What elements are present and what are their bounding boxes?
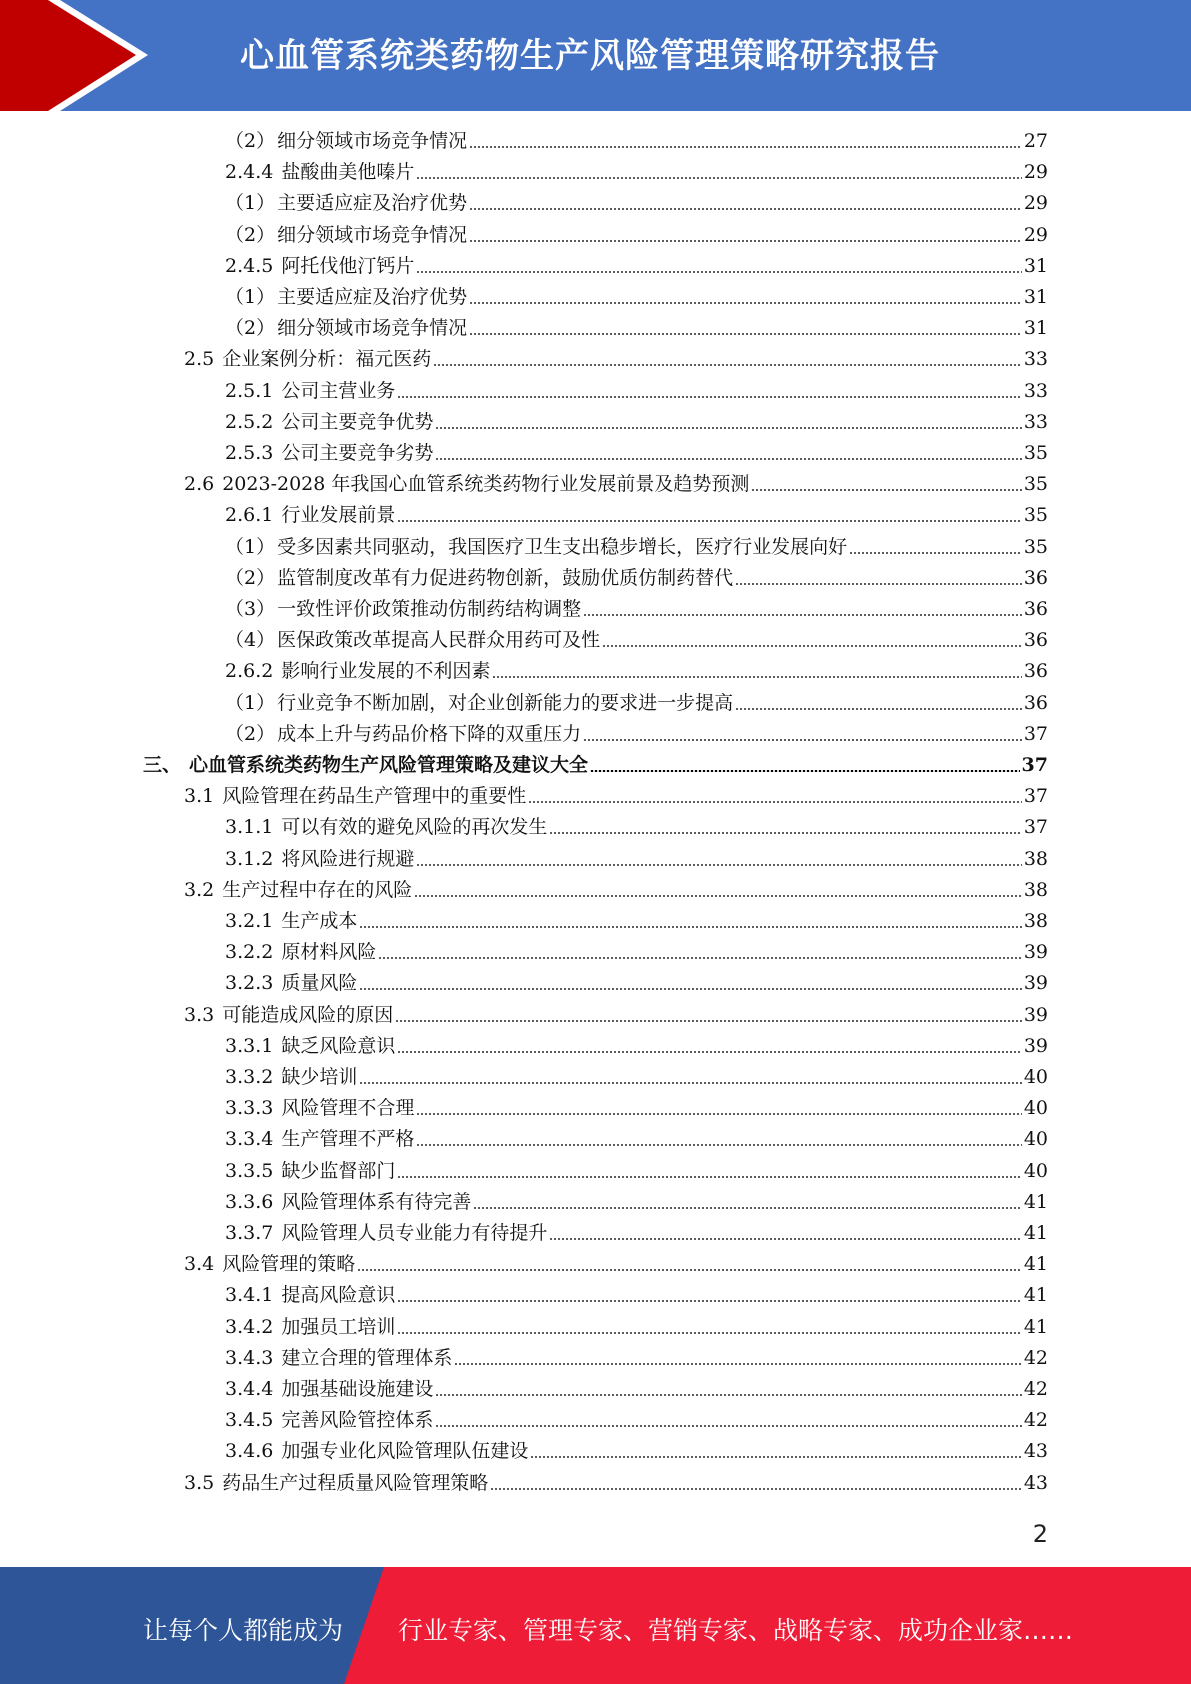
toc-entry-page: 43 (1023, 1471, 1048, 1494)
toc-entry[interactable] (225, 127, 1048, 155)
toc-entry-page: 37 (1023, 722, 1048, 745)
toc-entry[interactable] (225, 1125, 1048, 1153)
toc-dot-leader (416, 1113, 1021, 1115)
toc-dot-leader (469, 240, 1022, 242)
toc-entry-page: 33 (1023, 379, 1048, 402)
toc-entry-title: 阿托伐他汀钙片 (281, 254, 415, 277)
toc-entry-page: 33 (1023, 348, 1048, 371)
toc-entry-page: 40 (1023, 1159, 1048, 1182)
toc-entry-number: （1） (225, 535, 276, 558)
toc-entry[interactable] (225, 1313, 1048, 1341)
toc-entry-title: 公司主要竞争劣势 (281, 442, 434, 464)
toc-entry-title: 质量风险 (281, 972, 358, 995)
toc-entry-page: 37 (1023, 816, 1048, 839)
toc-entry-number: 3.1.1 (225, 816, 274, 839)
toc-entry-title: 原材料风险 (281, 941, 377, 964)
page-footer (0, 1567, 1191, 1684)
toc-entry-number: 2.5.2 (225, 410, 274, 433)
toc-entry[interactable] (184, 1001, 1048, 1029)
toc-entry-page: 40 (1023, 1097, 1048, 1120)
toc-entry-page: 35 (1023, 535, 1048, 558)
toc-entry[interactable] (225, 1032, 1048, 1060)
page-number: 2 (1032, 1520, 1048, 1548)
toc-entry[interactable] (225, 564, 1048, 592)
toc-entry[interactable] (184, 1469, 1048, 1497)
toc-entry[interactable] (184, 345, 1048, 373)
toc-entry-number: （2） (225, 722, 276, 745)
toc-entry-number: 3.3.1 (225, 1034, 274, 1057)
toc-dot-leader (433, 364, 1022, 366)
toc-entry-title: 主要适应症及治疗优势 (277, 192, 468, 215)
toc-entry-number: （1） (225, 192, 276, 215)
toc-entry-title: 风险管理体系有待完善 (281, 1190, 472, 1213)
toc-dot-leader (378, 957, 1021, 959)
toc-entry-number: （1） (225, 691, 276, 714)
toc-dot-leader (492, 676, 1021, 678)
toc-dot-leader (397, 1051, 1021, 1053)
toc-entry-page: 38 (1023, 847, 1048, 870)
toc-entry-page: 41 (1023, 1253, 1048, 1276)
toc-entry[interactable] (184, 782, 1048, 810)
toc-entry-number: 2.5.3 (225, 442, 274, 464)
toc-entry-title: 公司主要竞争优势 (281, 410, 434, 433)
toc-dot-leader (435, 458, 1021, 460)
toc-entry-title: 风险管理的策略 (222, 1253, 356, 1276)
toc-entry-page: 42 (1023, 1409, 1048, 1432)
toc-entry-number: 3.3.3 (225, 1097, 274, 1120)
toc-entry-number: 3.2.3 (225, 972, 274, 995)
toc-entry-title: 将风险进行规避 (281, 847, 415, 870)
toc-entry-number: 3.1.2 (225, 847, 274, 870)
toc-entry-number: 3.2.2 (225, 941, 274, 964)
toc-entry-number: 3.3.4 (225, 1128, 274, 1151)
toc-dot-leader (735, 708, 1022, 710)
toc-entry-title: 风险管理不合理 (281, 1097, 415, 1120)
toc-entry-title: 加强基础设施建设 (281, 1378, 434, 1400)
toc-entry-number: 3.3.7 (225, 1222, 274, 1244)
toc-entry-number: 2.6.2 (225, 660, 274, 683)
toc-entry-page: 37 (1023, 785, 1048, 808)
toc-entry-page: 36 (1023, 660, 1048, 683)
toc-entry-number: 2.5 (184, 348, 215, 371)
toc-entry-number: 3.3.6 (225, 1190, 274, 1213)
toc-entry-number: 2.4.5 (225, 254, 274, 277)
toc-entry-page: 29 (1023, 161, 1048, 184)
toc-entry-title: 可以有效的避免风险的再次发生 (281, 816, 548, 839)
toc-entry-number: 3.4 (184, 1253, 215, 1276)
toc-entry-page: 31 (1023, 286, 1048, 308)
toc-dot-leader (414, 895, 1022, 897)
toc-dot-leader (435, 1425, 1021, 1427)
toc-entry-title: 可能造成风险的原因 (222, 1003, 394, 1026)
toc-dot-leader (397, 396, 1021, 398)
toc-entry-number: 2.4.4 (225, 161, 274, 184)
toc-entry-number: 3.5 (184, 1471, 215, 1494)
toc-dot-leader (469, 333, 1022, 335)
toc-entry-number: 3.1 (184, 785, 215, 808)
toc-entry[interactable] (225, 252, 1048, 280)
toc-entry-title: 提高风险意识 (281, 1284, 396, 1307)
toc-dot-leader (435, 427, 1021, 429)
toc-entry[interactable] (184, 470, 1048, 498)
toc-entry-number: 3.4.3 (225, 1346, 274, 1369)
toc-entry-page: 31 (1023, 254, 1048, 277)
toc-entry-title: 细分领域市场竞争情况 (277, 223, 468, 246)
toc-entry-title: 缺少培训 (281, 1066, 358, 1088)
toc-dot-leader (397, 1300, 1021, 1302)
toc-dot-leader (528, 801, 1022, 803)
footer-slogan-right: 行业专家、管理专家、营销专家、战略专家、成功企业家…… (398, 1616, 1074, 1645)
toc-entry-page: 36 (1023, 598, 1048, 620)
toc-entry[interactable] (225, 314, 1048, 342)
toc-entry-page: 37 (1021, 754, 1048, 776)
toc-dot-leader (549, 1238, 1021, 1240)
toc-entry-title: 缺乏风险意识 (281, 1034, 396, 1057)
toc-entry[interactable] (225, 1063, 1048, 1091)
toc-entry-page: 39 (1023, 972, 1048, 995)
toc-entry-title: 受多因素共同驱动，我国医疗卫生支出稳步增长，医疗行业发展向好 (277, 535, 848, 558)
toc-entry-number: 3.3 (184, 1003, 215, 1026)
toc-dot-leader (590, 770, 1020, 772)
toc-entry[interactable] (184, 876, 1048, 904)
toc-entry-page: 31 (1023, 317, 1048, 340)
toc-entry-number: 3.3.2 (225, 1066, 274, 1088)
toc-entry-number: 三、 (143, 754, 182, 776)
toc-entry-number: 3.2.1 (225, 910, 274, 932)
toc-dot-leader (416, 177, 1021, 179)
toc-dot-leader (469, 208, 1022, 210)
toc-entry-title: 2023-2028 年我国心血管系统类药物行业发展前景及趋势预测 (222, 473, 750, 496)
toc-entry-title: 完善风险管控体系 (281, 1409, 434, 1432)
toc-entry[interactable] (225, 969, 1048, 997)
toc-entry[interactable] (225, 907, 1048, 935)
toc-entry-page: 38 (1023, 910, 1048, 932)
toc-entry-title: 成本上升与药品价格下降的双重压力 (277, 722, 582, 745)
toc-entry[interactable] (225, 158, 1048, 186)
toc-entry[interactable] (225, 1188, 1048, 1216)
toc-entry-title: 细分领域市场竞争情况 (277, 130, 468, 152)
toc-entry[interactable] (225, 1094, 1048, 1122)
toc-dot-leader (583, 739, 1022, 741)
toc-entry-page: 39 (1023, 1003, 1048, 1026)
toc-entry[interactable] (225, 501, 1048, 529)
toc-entry-number: （2） (225, 223, 276, 246)
toc-dot-leader (583, 614, 1022, 616)
toc-dot-leader (549, 832, 1021, 834)
toc-entry-number: 2.5.1 (225, 379, 274, 402)
toc-dot-leader (454, 1363, 1021, 1365)
toc-dot-leader (397, 1332, 1021, 1334)
toc-entry-title: 建立合理的管理体系 (281, 1346, 453, 1369)
toc-entry-page: 43 (1023, 1440, 1048, 1463)
toc-dot-leader (849, 552, 1022, 554)
toc-entry[interactable] (143, 751, 1048, 779)
toc-entry-page: 35 (1023, 504, 1048, 527)
toc-entry[interactable] (225, 377, 1048, 405)
toc-entry-page: 33 (1023, 410, 1048, 433)
toc-entry-title: 缺少监督部门 (281, 1159, 396, 1182)
toc-entry-page: 35 (1023, 473, 1048, 496)
toc-entry[interactable] (225, 533, 1048, 561)
toc-dot-leader (735, 583, 1022, 585)
toc-entry[interactable] (225, 1344, 1048, 1372)
toc-entry-page: 39 (1023, 1034, 1048, 1057)
toc-entry[interactable] (225, 938, 1048, 966)
toc-entry[interactable] (225, 1157, 1048, 1185)
toc-entry[interactable] (225, 689, 1048, 717)
toc-entry-page: 35 (1023, 442, 1048, 464)
report-title: 心血管系统类药物生产风险管理策略研究报告 (240, 36, 940, 76)
toc-entry-number: （4） (225, 629, 276, 652)
toc-entry-number: 3.4.1 (225, 1284, 274, 1307)
toc-entry-number: （2） (225, 130, 276, 152)
toc-entry-number: （3） (225, 598, 276, 620)
toc-entry-number: 3.4.6 (225, 1440, 274, 1463)
toc-entry-title: 心血管系统类药物生产风险管理策略及建议大全 (189, 754, 589, 776)
toc-entry-title: 风险管理在药品生产管理中的重要性 (222, 785, 527, 808)
toc-entry-title: 盐酸曲美他嗪片 (281, 161, 415, 184)
toc-entry-title: 影响行业发展的不利因素 (281, 660, 491, 683)
toc-dot-leader (473, 1207, 1021, 1209)
toc-entry[interactable] (225, 283, 1048, 311)
toc-entry-title: 药品生产过程质量风险管理策略 (222, 1471, 489, 1494)
toc-entry-number: 3.3.5 (225, 1159, 274, 1182)
toc-dot-leader (530, 1456, 1021, 1458)
toc-entry-page: 41 (1023, 1315, 1048, 1338)
toc-dot-leader (359, 988, 1021, 990)
toc-entry-page: 38 (1023, 878, 1048, 901)
toc-entry-title: 主要适应症及治疗优势 (277, 286, 468, 308)
toc-entry[interactable] (225, 626, 1048, 654)
toc-entry-number: 3.2 (184, 878, 215, 901)
toc-entry-number: 2.6 (184, 473, 215, 496)
toc-entry-title: 细分领域市场竞争情况 (277, 317, 468, 340)
toc-entry-title: 加强员工培训 (281, 1315, 396, 1338)
toc-entry-page: 41 (1023, 1222, 1048, 1244)
toc-entry-title: 生产管理不严格 (281, 1128, 415, 1151)
toc-entry-page: 41 (1023, 1284, 1048, 1307)
toc-entry-page: 40 (1023, 1066, 1048, 1088)
toc-entry-title: 生产成本 (281, 910, 358, 932)
toc-entry[interactable] (225, 408, 1048, 436)
toc-entry[interactable] (225, 1437, 1048, 1465)
toc-entry[interactable] (225, 845, 1048, 873)
toc-dot-leader (397, 1176, 1021, 1178)
toc-entry-title: 风险管理人员专业能力有待提升 (281, 1222, 548, 1244)
toc-entry[interactable] (225, 720, 1048, 748)
toc-entry-number: （2） (225, 317, 276, 340)
toc-dot-leader (469, 302, 1022, 304)
toc-entry-number: 3.4.5 (225, 1409, 274, 1432)
toc-entry-page: 29 (1023, 223, 1048, 246)
toc-entry-page: 40 (1023, 1128, 1048, 1151)
toc-dot-leader (359, 926, 1021, 928)
toc-entry-title: 监管制度改革有力促进药物创新，鼓励优质仿制药替代 (277, 566, 734, 589)
toc-entry-page: 29 (1023, 192, 1048, 215)
toc-dot-leader (416, 1144, 1021, 1146)
toc-dot-leader (357, 1269, 1022, 1271)
toc-entry-page: 36 (1023, 691, 1048, 714)
toc-entry-page: 42 (1023, 1378, 1048, 1400)
toc-entry-page: 36 (1023, 566, 1048, 589)
toc-entry-title: 行业发展前景 (281, 504, 396, 527)
toc-entry-page: 27 (1023, 130, 1048, 152)
toc-dot-leader (359, 1082, 1021, 1084)
toc-entry[interactable] (225, 1375, 1048, 1403)
toc-entry-title: 医保政策改革提高人民群众用药可及性 (277, 629, 601, 652)
toc-entry-title: 一致性评价政策推动仿制药结构调整 (277, 598, 582, 620)
toc-entry[interactable] (225, 813, 1048, 841)
toc-entry-number: 3.4.2 (225, 1315, 274, 1338)
toc-dot-leader (469, 146, 1022, 148)
toc-dot-leader (751, 489, 1021, 491)
toc-dot-leader (395, 1020, 1022, 1022)
page-header (0, 0, 1191, 111)
toc-entry[interactable] (225, 1406, 1048, 1434)
toc-entry-number: 2.6.1 (225, 504, 274, 527)
toc-entry-page: 41 (1023, 1190, 1048, 1213)
toc-entry[interactable] (225, 189, 1048, 217)
toc-entry[interactable] (184, 1250, 1048, 1278)
toc-dot-leader (602, 645, 1022, 647)
toc-entry-number: 3.4.4 (225, 1378, 274, 1400)
toc-entry-page: 39 (1023, 941, 1048, 964)
toc-entry-title: 企业案例分析：福元医药 (222, 348, 432, 371)
toc-entry-page: 36 (1023, 629, 1048, 652)
toc-entry-number: （2） (225, 566, 276, 589)
toc-entry[interactable] (225, 1219, 1048, 1247)
toc-entry-title: 加强专业化风险管理队伍建设 (281, 1440, 529, 1463)
toc-dot-leader (435, 1394, 1021, 1396)
toc-dot-leader (397, 520, 1021, 522)
toc-dot-leader (416, 271, 1021, 273)
toc-entry-page: 42 (1023, 1346, 1048, 1369)
toc-dot-leader (416, 864, 1021, 866)
toc-entry[interactable] (225, 221, 1048, 249)
toc-dot-leader (490, 1488, 1022, 1490)
toc-entry-title: 公司主营业务 (281, 379, 396, 402)
toc-entry-title: 生产过程中存在的风险 (222, 878, 413, 901)
toc-entry-number: （1） (225, 286, 276, 308)
toc-entry[interactable] (225, 1281, 1048, 1309)
toc-entry[interactable] (225, 439, 1048, 467)
toc-entry[interactable] (225, 657, 1048, 685)
toc-entry-title: 行业竞争不断加剧，对企业创新能力的要求进一步提高 (277, 691, 734, 714)
toc-entry[interactable] (225, 595, 1048, 623)
footer-slogan-left: 让每个人都能成为 (143, 1616, 344, 1645)
